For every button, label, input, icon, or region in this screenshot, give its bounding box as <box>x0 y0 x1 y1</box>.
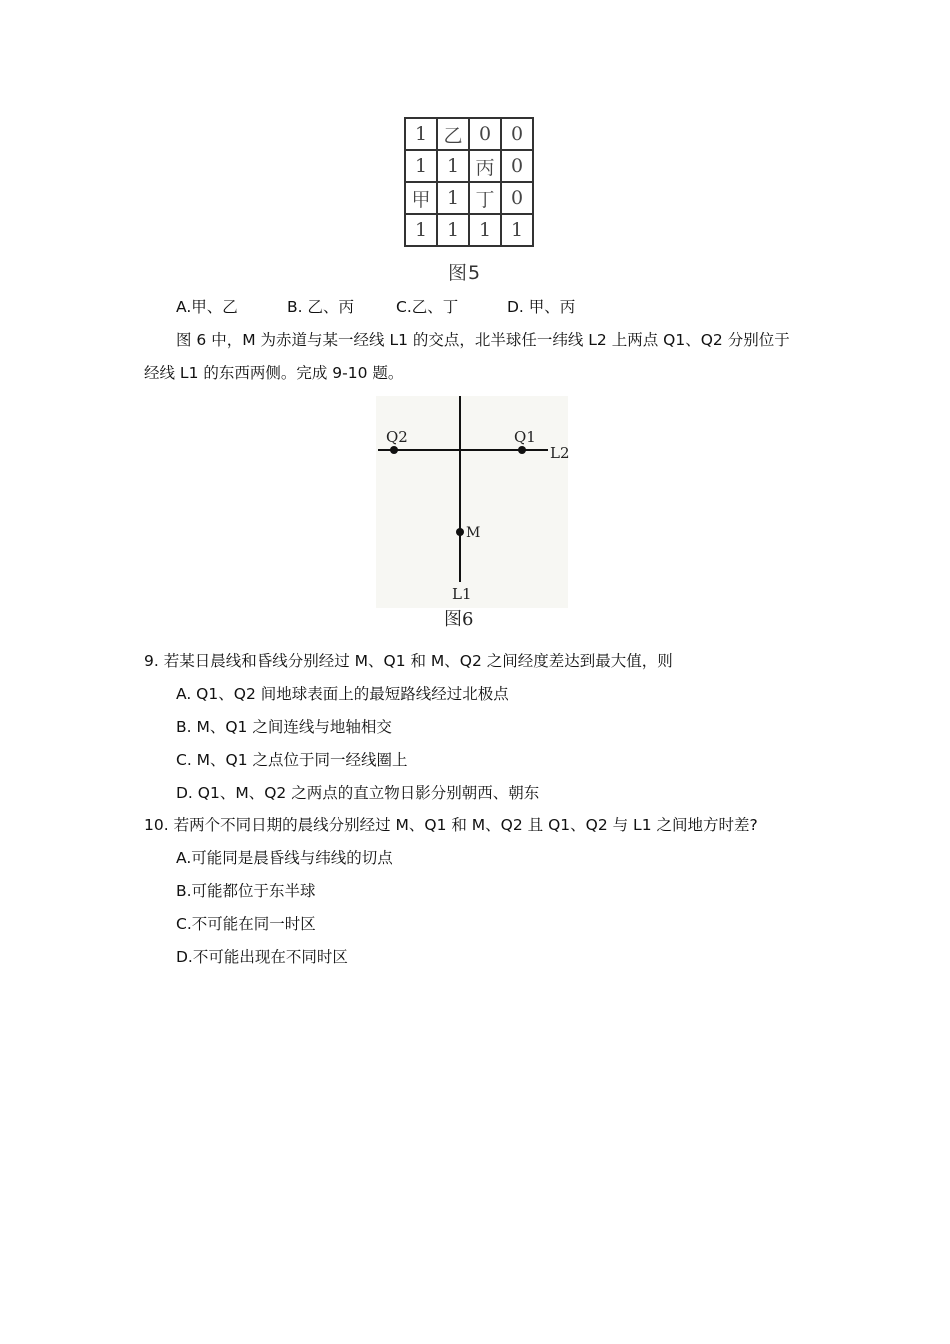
point-m <box>456 528 464 536</box>
grid-cell: 0 <box>501 118 533 150</box>
grid-cell: 0 <box>501 150 533 182</box>
q9-option-d: D. Q1、M、Q2 之两点的直立物日影分别朝西、朝东 <box>176 784 540 802</box>
q8-option-b: B. 乙、丙 <box>287 298 354 316</box>
grid-cell: 丁 <box>469 182 501 214</box>
q10-option-b: B.可能都位于东半球 <box>176 882 316 900</box>
q9-option-a: A. Q1、Q2 间地球表面上的最短路线经过北极点 <box>176 685 509 703</box>
q9-option-b: B. M、Q1 之间连线与地轴相交 <box>176 718 392 736</box>
q9-option-c: C. M、Q1 之点位于同一经线圈上 <box>176 751 408 769</box>
q10-option-a: A.可能同是晨昏线与纬线的切点 <box>176 849 393 867</box>
grid-cell: 0 <box>469 118 501 150</box>
q10-option-c: C.不可能在同一时区 <box>176 915 316 933</box>
figure-5-grid <box>404 117 534 247</box>
figure-6-diagram <box>372 392 572 636</box>
point-q2 <box>390 446 398 454</box>
grid-cell: 1 <box>405 214 437 246</box>
grid-cell: 0 <box>501 182 533 214</box>
grid-cell: 1 <box>437 214 469 246</box>
l2-label: L2 <box>550 444 570 462</box>
q10-option-d: D.不可能出现在不同时区 <box>176 948 348 966</box>
q8-option-a: A.甲、乙 <box>176 298 238 316</box>
m-label: M <box>466 525 481 541</box>
l1-label: L1 <box>452 585 472 603</box>
grid-cell: 1 <box>437 182 469 214</box>
grid-cell: 1 <box>469 214 501 246</box>
q10-stem: 10. 若两个不同日期的晨线分别经过 M、Q1 和 M、Q2 且 Q1、Q2 与 L1 之间地方时差? <box>144 816 758 834</box>
q9-stem: 9. 若某日晨线和昏线分别经过 M、Q1 和 M、Q2 之间经度差达到最大值，则 <box>144 652 673 670</box>
q8-option-d: D. 甲、丙 <box>507 298 576 316</box>
q1-label: Q1 <box>514 428 536 446</box>
grid-cell: 甲 <box>405 182 437 214</box>
point-q1 <box>518 446 526 454</box>
grid-cell: 乙 <box>437 118 469 150</box>
q8-options <box>176 296 575 318</box>
intro-line-2: 经线 L1 的东西两侧。完成 9-10 题。 <box>144 364 404 382</box>
grid-cell: 1 <box>501 214 533 246</box>
grid-cell: 丙 <box>469 150 501 182</box>
grid-row <box>405 118 533 150</box>
q2-label: Q2 <box>386 428 408 446</box>
q8-option-c: C.乙、丁 <box>396 298 459 316</box>
grid-cell: 1 <box>437 150 469 182</box>
intro-line-1: 图 6 中，M 为赤道与某一经线 L1 的交点，北半球任一纬线 L2 上两点 Q1、Q2 分别位于 <box>176 331 790 349</box>
grid-row <box>405 182 533 214</box>
grid-row <box>405 214 533 246</box>
grid-cell: 1 <box>405 150 437 182</box>
grid-row <box>405 150 533 182</box>
figure-6-caption: 图6 <box>444 609 474 630</box>
figure-5-caption: 图5 <box>448 262 482 284</box>
grid-cell: 1 <box>405 118 437 150</box>
